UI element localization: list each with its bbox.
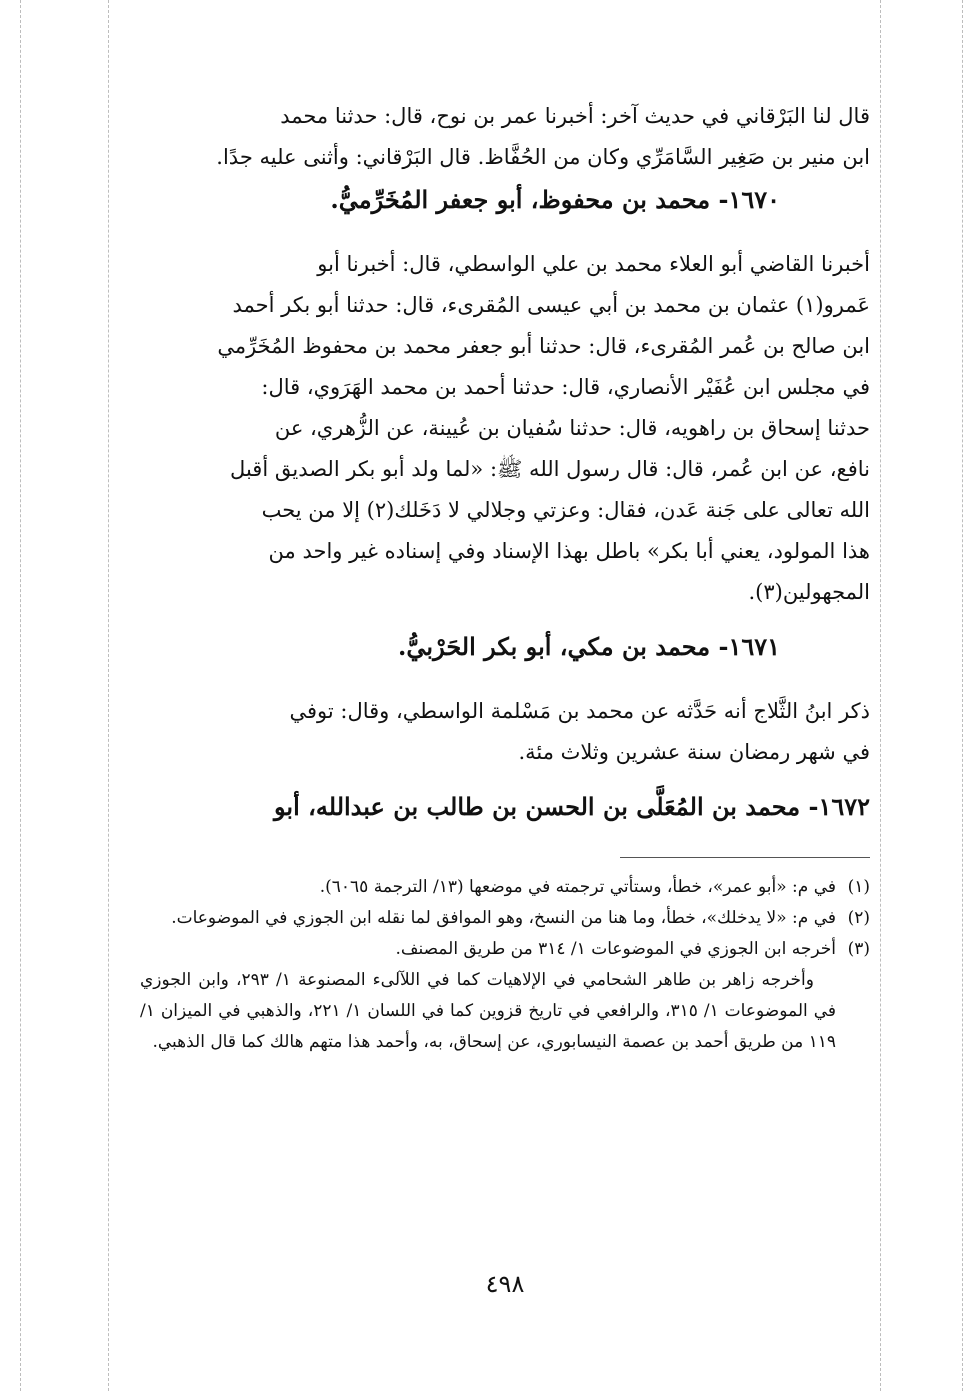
entry-heading-1670: ١٦٧٠- محمد بن محفوظ، أبو جعفر المُخَرِّميُّ. <box>330 185 780 214</box>
footnote-text: في م: «لا يدخلك»، خطأ، وما هنا من النسخ، وهو الموافق لما نقله ابن الجوزي في الموضوعات. <box>171 908 836 928</box>
text-line: قال لنا البَرْقاني في حديث آخر: أخبرنا عمر بن نوح، قال: حدثنا محمد <box>280 104 870 128</box>
text-line: هذا المولود، يعني أبا بكر» باطل بهذا الإسناد وفي إسناده غير واحد من <box>268 539 870 563</box>
text-line: ابن منير بن صَغِير السَّامَرِّي وكان من الحُفَّاظ. قال البَرْقاني: وأثنى عليه جدًا. <box>216 145 870 169</box>
footnote-text: أخرجه ابن الجوزي في الموضوعات ١/ ٣١٤ من طريق المصنف. <box>395 939 836 959</box>
text-line: الله تعالى على جَنة عَدن، فقال: وعزتي وجلالي لا دَخَلك(٢) إلا من يحب <box>261 498 870 522</box>
footnote-3 <box>140 934 870 965</box>
text-line: ابن صالح بن عُمر المُقرىء، قال: حدثنا أبو جعفر محمد بن محفوظ المُخَرِّمي <box>217 334 870 358</box>
text-line: في مجلس ابن عُفَيْر الأنصاري، قال: حدثنا أحمد بن محمد الهَرَوي، قال: <box>261 375 870 399</box>
footnotes <box>140 872 870 1058</box>
text-line: عَمرو(١) عثمان بن محمد بن أبي عيسى المُقرىء، قال: حدثنا أبو بكر أحمد <box>232 293 870 317</box>
page-number: ٤٩٨ <box>485 1270 525 1298</box>
footnote-number: (١) <box>847 877 870 897</box>
scan-edge-line <box>20 0 21 1391</box>
footnote-number: (٢) <box>847 908 870 928</box>
footnote-divider <box>620 857 870 858</box>
text-line: المجهولين(٣). <box>748 580 870 604</box>
footnote-2 <box>140 903 870 934</box>
text-line: أخبرنا القاضي أبو العلاء محمد بن علي الواسطي، قال: أخبرنا أبو <box>317 252 870 276</box>
scan-edge-line <box>880 0 881 1391</box>
page-body <box>140 96 870 1058</box>
footnote-1 <box>140 872 870 903</box>
scan-edge-line <box>962 0 963 1391</box>
intro-paragraph <box>140 96 870 178</box>
footnote-3-continuation: وأخرجه زاهر بن طاهر الشحامي في الإلاهيات كما في اللآلىء المصنوعة ١/ ٢٩٣، وابن الجوزي في الموضوعات ١/ ٣١٥، والرافعي في تاريخ قزوين كما في اللسان ١/ ٢٢١، والذهبي في الميزان ١/ ١١٩ من طريق أحمد بن عصمة النيسابوري، عن إسحاق، به، وأحمد هذا متهم هالك كما قال الذهبي. <box>140 970 836 1052</box>
footnote-text: في م: «أبو عمر»، خطأ، وستأتي ترجمته في موضعها (١٣/ الترجمة ٦٠٦٥). <box>319 877 836 897</box>
text-line: نافع، عن ابن عُمر، قال: قال رسول الله ﷺ: «لما ولد أبو بكر الصديق أقبل <box>230 457 870 481</box>
text-line: في شهر رمضان سنة عشرين وثلاث مئة. <box>518 740 870 764</box>
entry-heading-1671: ١٦٧١- محمد بن مكي، أبو بكر الحَرْبيُّ. <box>398 632 780 661</box>
scan-edge-line <box>108 0 109 1391</box>
entry-heading-1672: ١٦٧٢- محمد بن المُعَلَّى بن الحسن بن طالب بن عبدالله، أبو <box>274 792 870 821</box>
entry-1671-paragraph <box>140 691 870 773</box>
text-line: ذكر ابنُ الثَّلاج أنه حَدَّثه عن محمد بن مَسْلمة الواسطي، وقال: توفي <box>289 699 870 723</box>
entry-1670-paragraph <box>140 244 870 613</box>
text-line: حدثنا إسحاق بن راهويه، قال: حدثنا سُفيان بن عُيينة، عن الزُّهري، عن <box>274 416 870 440</box>
footnote-number: (٣) <box>847 939 870 959</box>
